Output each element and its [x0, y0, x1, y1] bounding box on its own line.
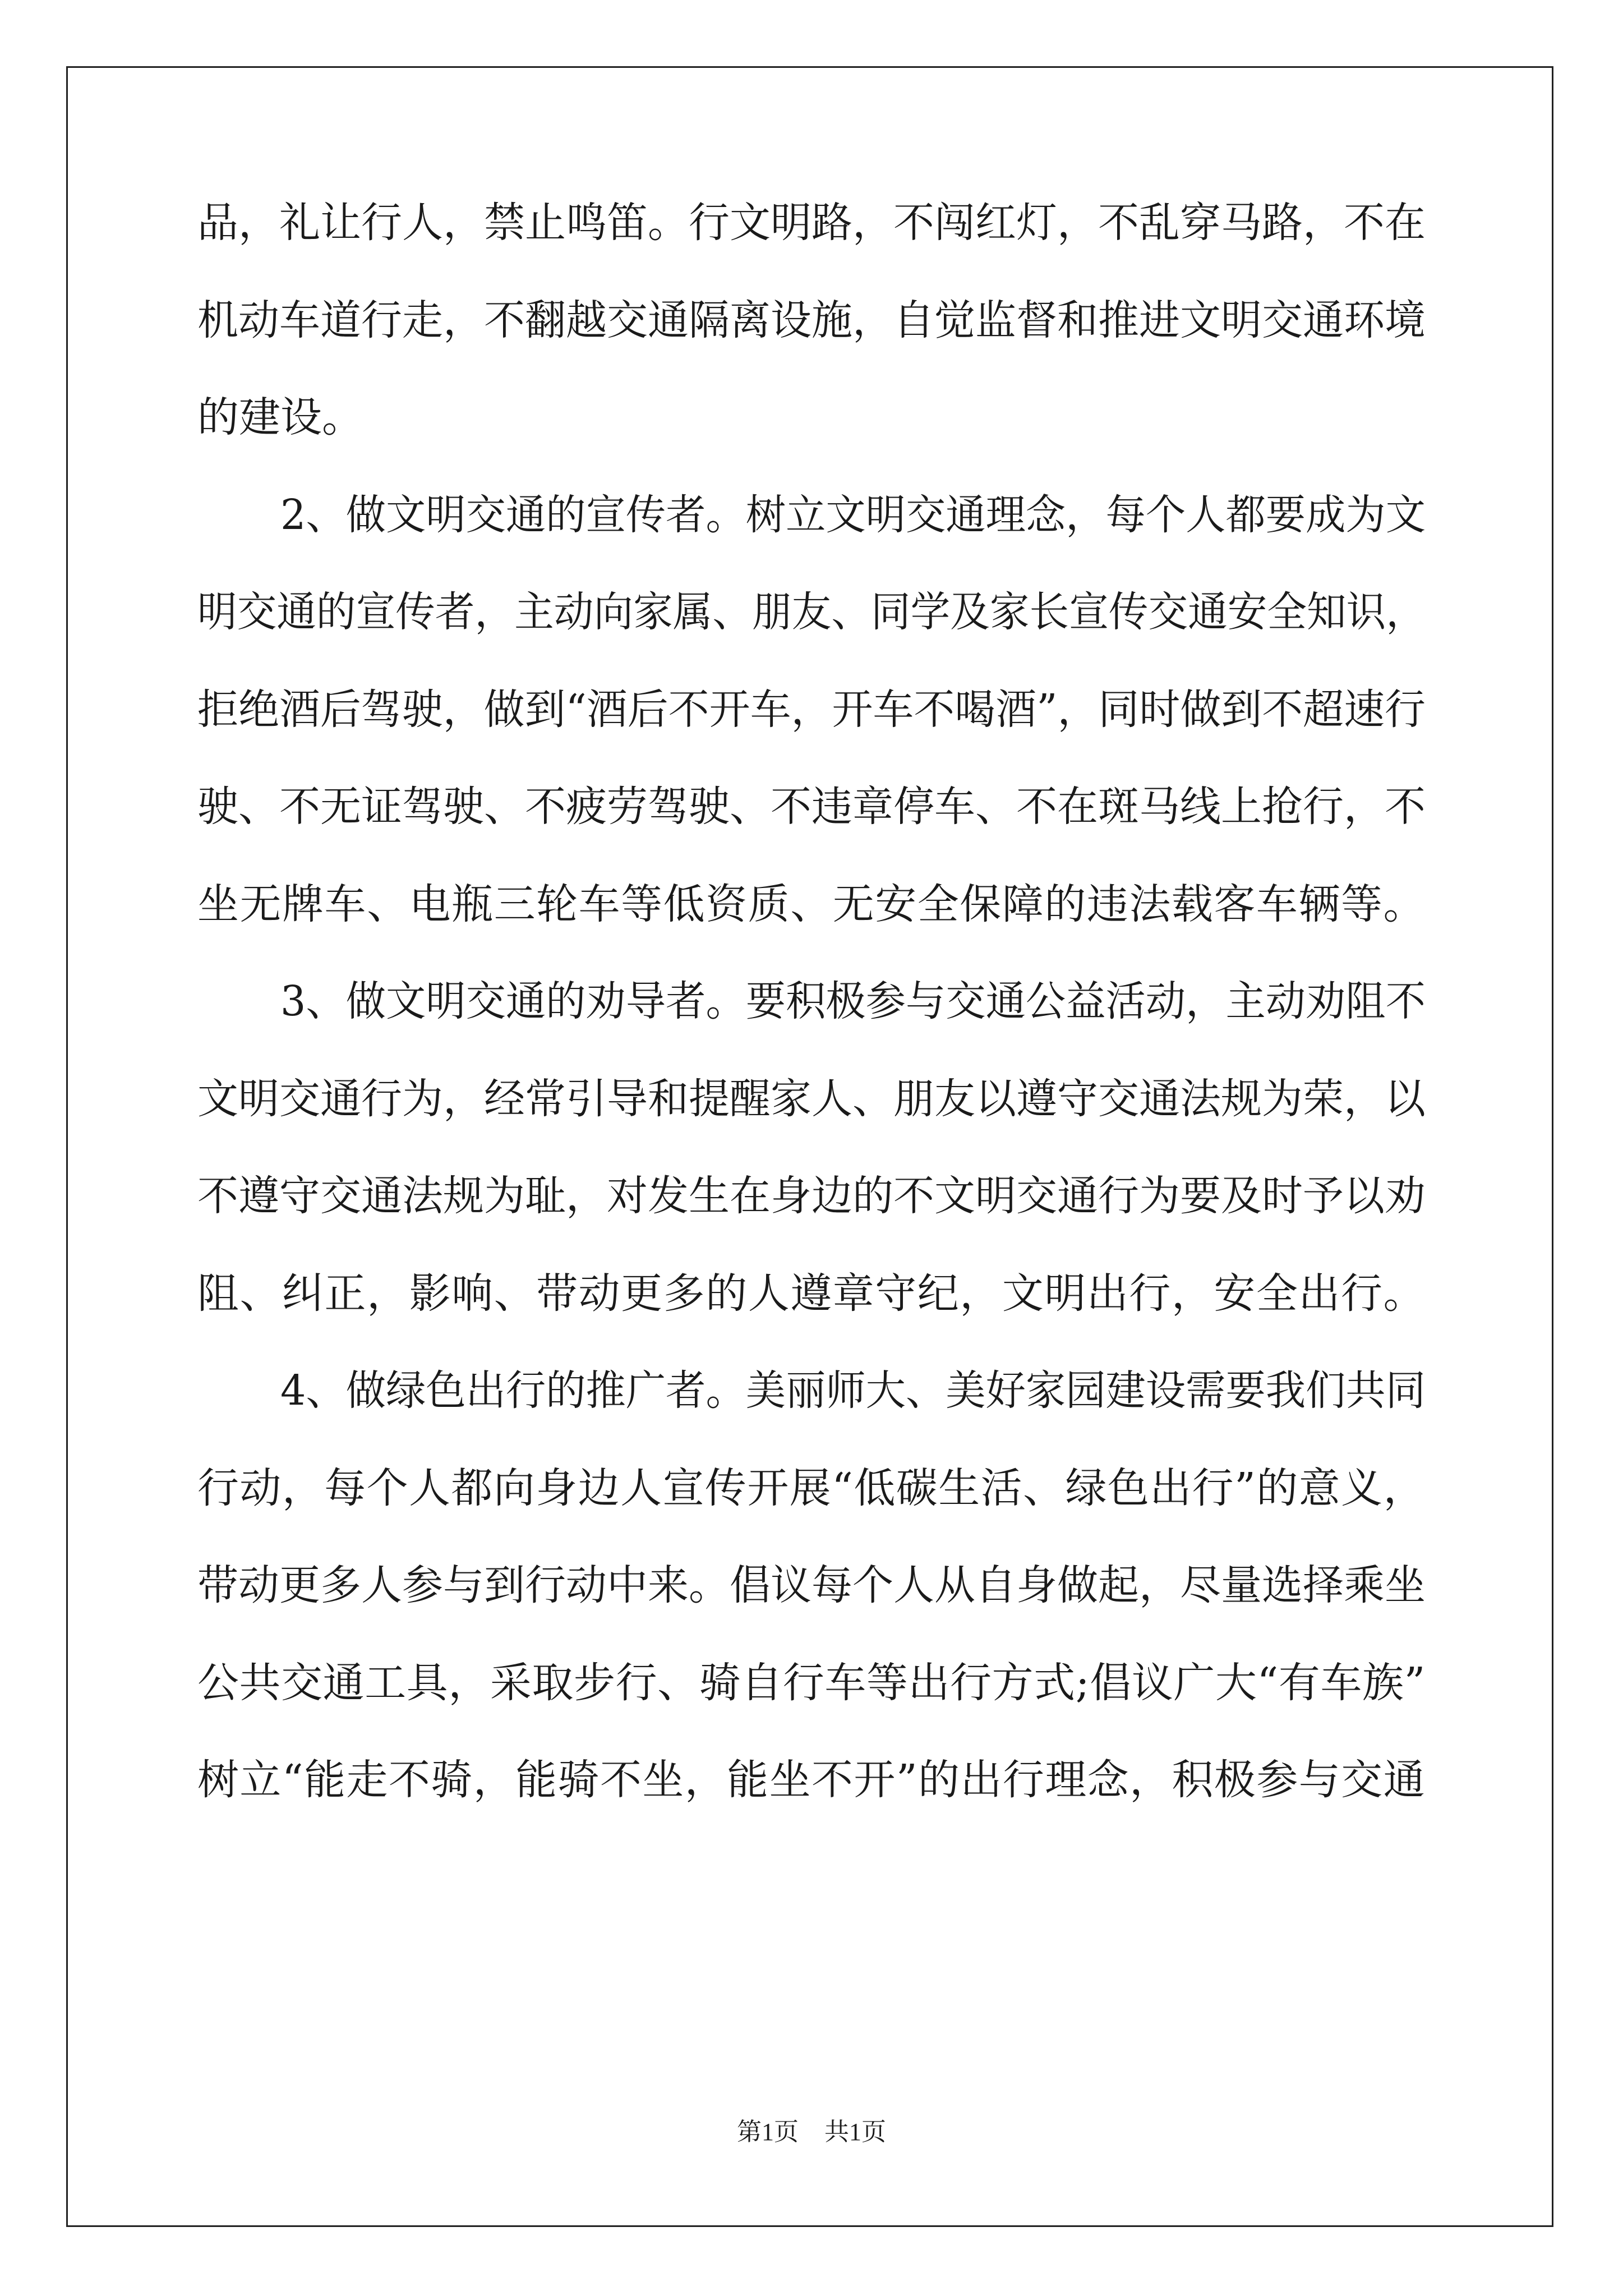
- line-text: 品，礼让行人，禁止鸣笛。行文明路，不闯红灯，不乱穿马路，不在: [197, 199, 1426, 247]
- line-text: 3、做文明交通的劝导者。要积极参与交通公益活动，主动劝阻不: [280, 977, 1426, 1025]
- text-line: [197, 1658, 1426, 1760]
- page-total: 共1页: [824, 2118, 886, 2146]
- text-line: [197, 296, 1426, 397]
- text-line: [197, 393, 1426, 494]
- line-text: 明交通的宣传者，主动向家属、朋友、同学及家长宣传交通安全知识，: [197, 588, 1426, 636]
- text-line: [197, 1172, 1426, 1273]
- line-text: 拒绝酒后驾驶，做到“酒后不开车，开车不喝酒”，同时做到不超速行: [197, 685, 1426, 734]
- line-text: 阻、纠正，影响、带动更多的人遵章守纪，文明出行，安全出行。: [197, 1269, 1426, 1318]
- line-text: 2、做文明交通的宣传者。树立文明交通理念，每个人都要成为文: [280, 490, 1426, 539]
- line-text: 文明交通行为，经常引导和提醒家人、朋友以遵守交通法规为荣，以: [197, 1074, 1426, 1123]
- text-line: [197, 1756, 1426, 1857]
- text-line: [197, 1561, 1426, 1662]
- document-body: [197, 199, 1426, 1857]
- line-text: 公共交通工具，采取步行、骑自行车等出行方式;倡议广大“有车族”: [197, 1658, 1426, 1707]
- text-line: [197, 1366, 1426, 1467]
- text-line: [197, 199, 1426, 300]
- line-text: 行动，每个人都向身边人宣传开展“低碳生活、绿色出行”的意义，: [197, 1464, 1426, 1512]
- line-text: 带动更多人参与到行动中来。倡议每个人从自身做起，尽量选择乘坐: [197, 1561, 1426, 1609]
- text-line: [197, 1464, 1426, 1565]
- line-text: 4、做绿色出行的推广者。美丽师大、美好家园建设需要我们共同: [280, 1366, 1426, 1415]
- line-text: 驶、不无证驾驶、不疲劳驾驶、不违章停车、不在斑马线上抢行，不: [197, 783, 1426, 831]
- line-text: 不遵守交通法规为耻，对发生在身边的不文明交通行为要及时予以劝: [197, 1172, 1426, 1220]
- text-line: [197, 977, 1426, 1078]
- text-line: [197, 783, 1426, 884]
- page-footer: [0, 2118, 1623, 2146]
- line-text: 坐无牌车、电瓶三轮车等低资质、无安全保障的违法载客车辆等。: [197, 880, 1426, 928]
- page-number: 第1页: [737, 2118, 799, 2146]
- text-line: [197, 685, 1426, 786]
- text-line: [197, 490, 1426, 592]
- text-line: [197, 1269, 1426, 1370]
- line-text: 的建设。: [197, 393, 363, 441]
- text-line: [197, 588, 1426, 689]
- line-text: 树立“能走不骑，能骑不坐，能坐不开”的出行理念，积极参与交通: [197, 1756, 1426, 1804]
- text-line: [197, 880, 1426, 981]
- text-line: [197, 1074, 1426, 1176]
- line-text: 机动车道行走，不翻越交通隔离设施，自觉监督和推进文明交通环境: [197, 296, 1426, 344]
